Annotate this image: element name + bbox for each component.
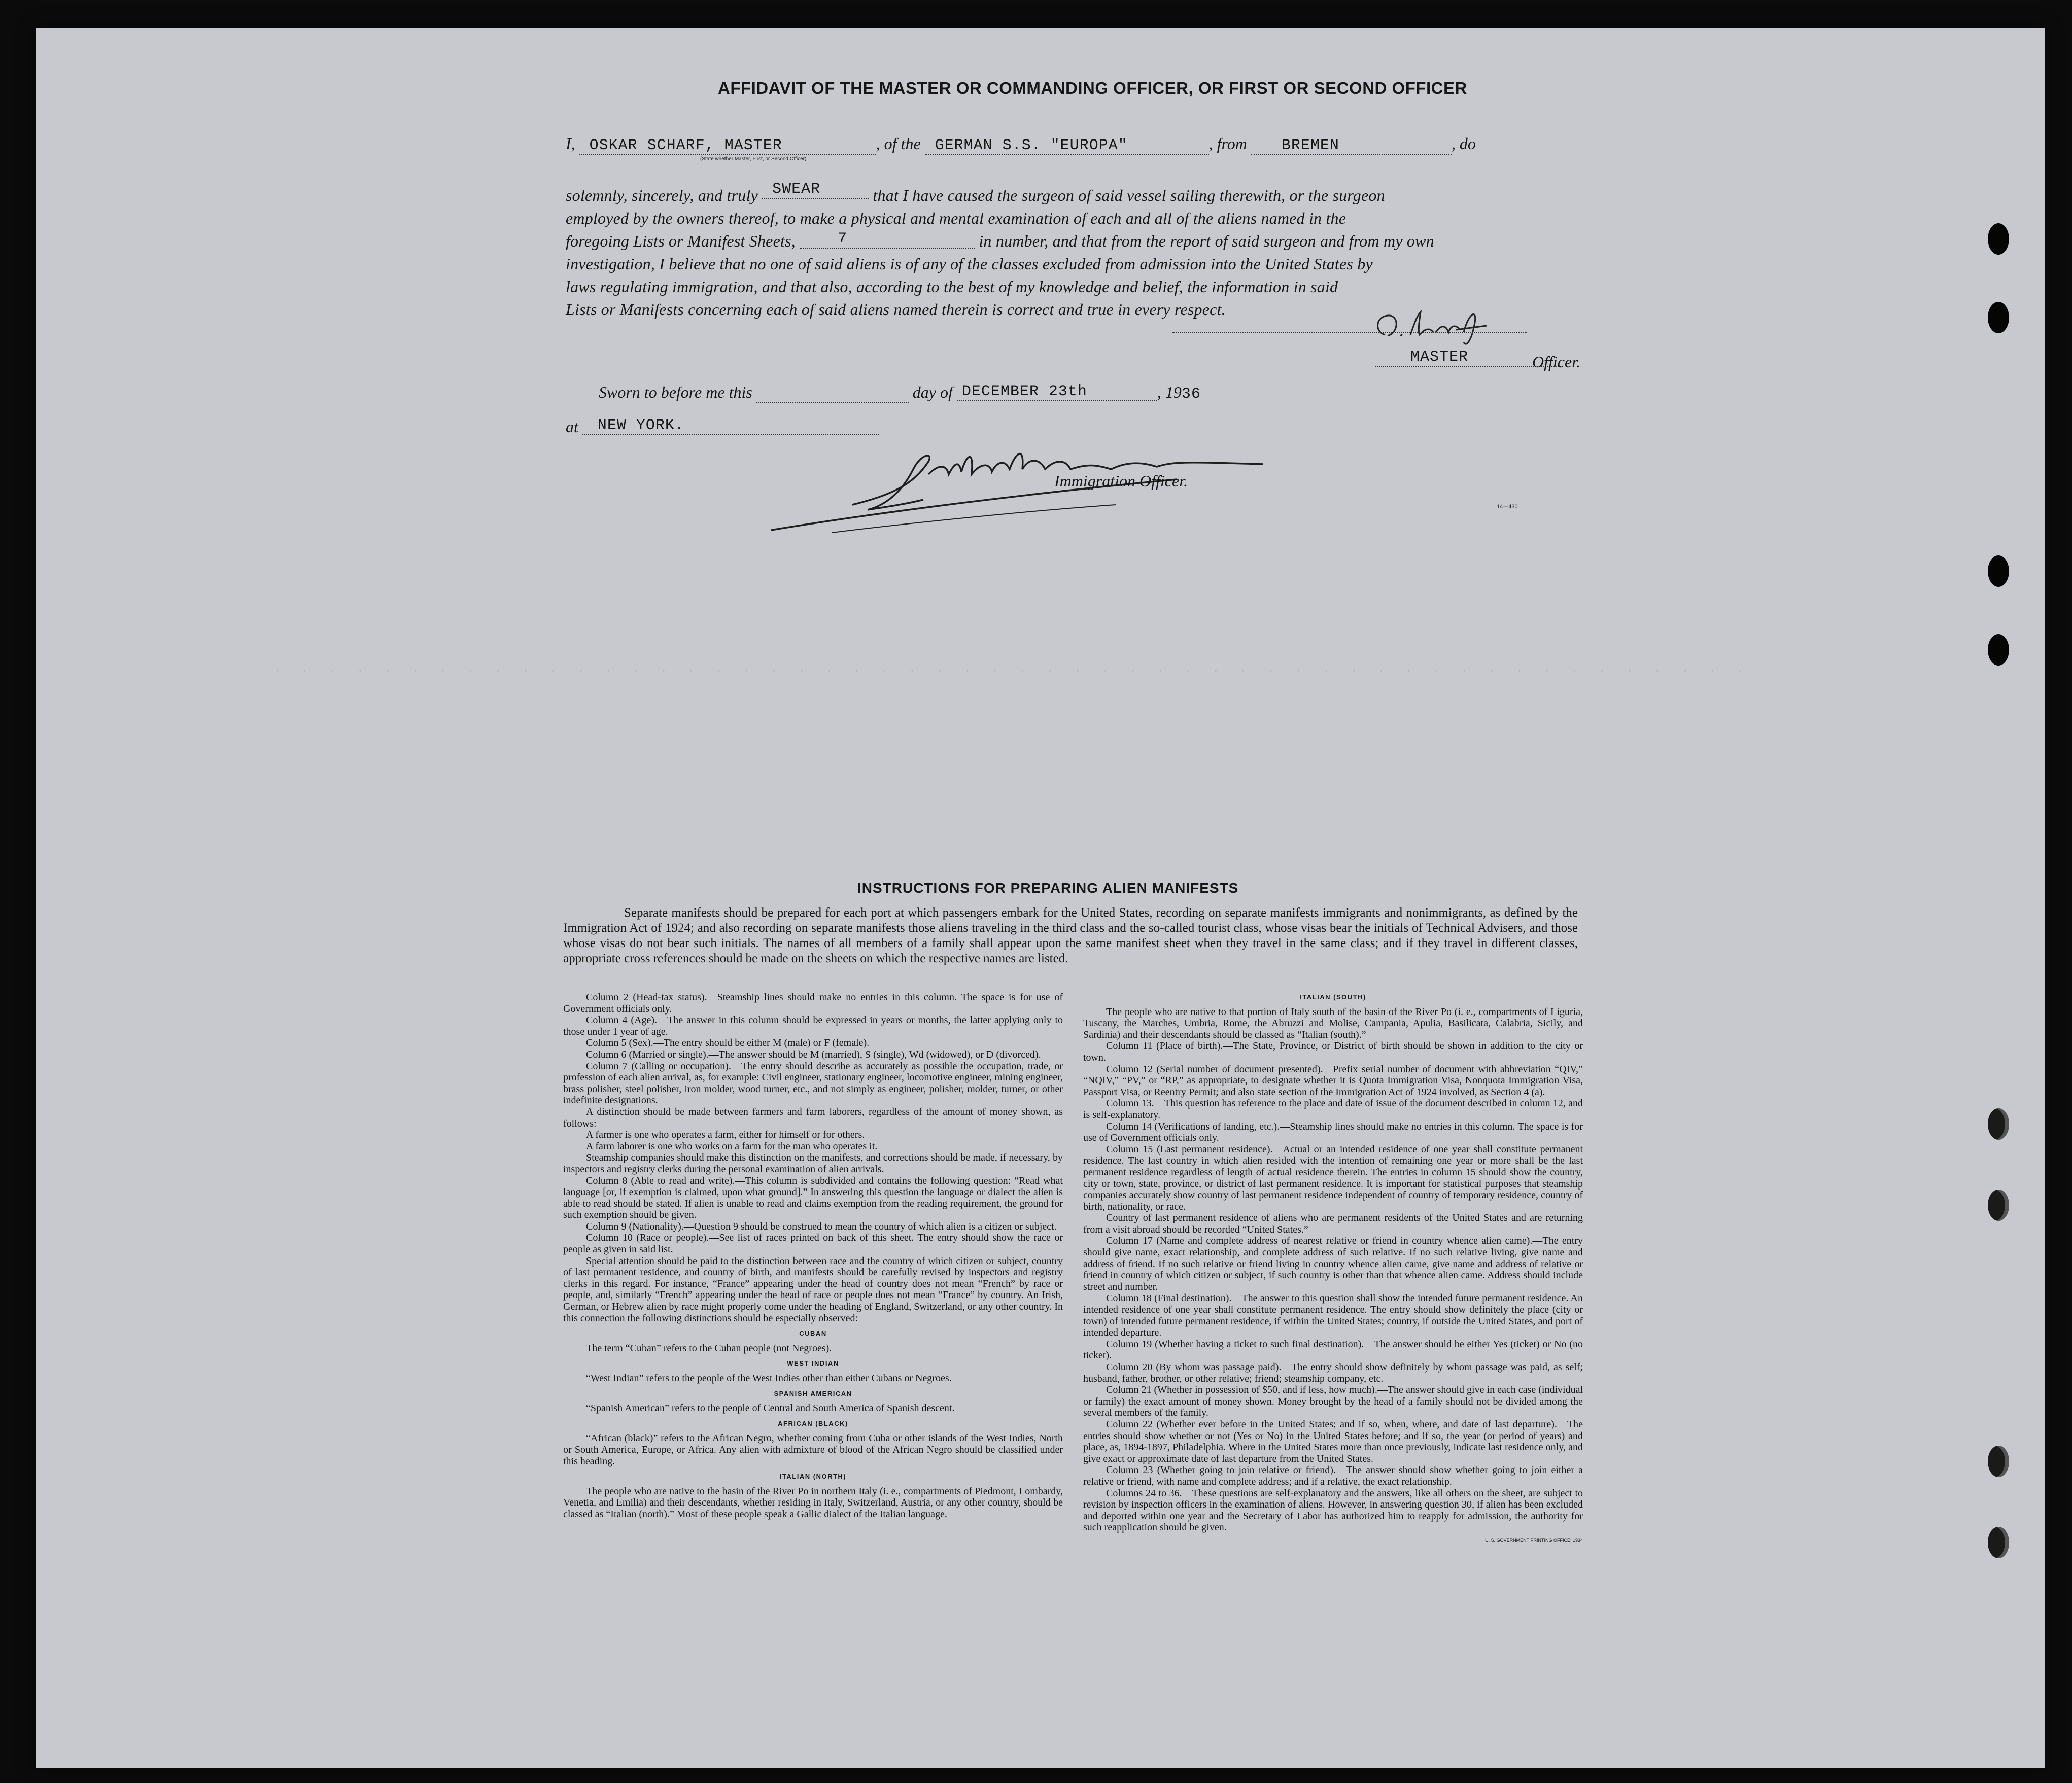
instruction-paragraph: “African (black)” refers to the African Negro, whether coming from Cuba or other islands of the West Indies, North or South America, Europe, or Africa. Any alien with admixture of blood of the African Negro should be classified under this heading. xyxy=(563,1432,1063,1467)
form-number: 14—430 xyxy=(1497,504,1518,510)
binder-hole xyxy=(1988,1190,2009,1221)
instruction-paragraph: A farm laborer is one who works on a farm for the man who operates it. xyxy=(586,1140,878,1152)
sworn-line xyxy=(599,383,1201,404)
instruction-paragraph: Column 6 (Married or single).—The answer should be M (married), S (single), Wd (widowed), or D (divorced). xyxy=(586,1048,1041,1060)
affidavit-line-2 xyxy=(566,181,1385,207)
instructions-intro: Separate manifests should be prepared for each port at which passengers embark for the United States, recording on separate manifests immigrants and nonimmigrants, as defined by the Immigration Act of 1924; and also recording on separate manifests those aliens traveling in the third class and the so-called tourist class, whose visas bear the initials of Technical Advisers, and those whose visas do not bear such initials. The names of all members of a family shall appear upon the same manifest sheet when they travel in the same class; and if they travel in different classes, appropriate cross references should be made on the sheets on which the respective names are listed. xyxy=(563,906,1578,965)
sworn-day-blank xyxy=(756,383,909,403)
sworn-date-field: DECEMBER 23th xyxy=(957,383,1157,401)
line2-text-a: solemnly, sincerely, and truly xyxy=(566,186,758,204)
section-heading: WEST INDIAN xyxy=(787,1359,839,1368)
officer-label: Officer. xyxy=(1532,353,1581,371)
instruction-paragraph: Column 8 (Able to read and write).—This column is subdivided and contains the following question: “Read what language [or, if exemption is claimed, upon what ground].” In answering this question the language or dialect the alien is able to read should be stated. If alien is unable to read and claims exemption from the reading requirement, the ground for such exemption should be given. xyxy=(563,1175,1063,1221)
instruction-paragraph: Country of last permanent residence of aliens who are permanent residents of the United States and are returning from a visit abroad should be recorded “United States.” xyxy=(1083,1212,1583,1235)
i-label: I, xyxy=(566,134,575,153)
instruction-paragraph: Column 18 (Final destination).—The answer to this question shall show the intended future permanent residence. An intended residence of one year shall constitute permanent residence. The entry should show definitely the place (city or town) of intended future permanent residence, if within the United States; country, if outside the United States, and port of intended departure. xyxy=(1083,1292,1583,1339)
at-label: at xyxy=(566,417,578,436)
instruction-paragraph: Column 4 (Age).—The answer in this column should be expressed in years or months, the latter applying only to those under 1 year of age. xyxy=(563,1015,1063,1037)
instruction-paragraph: Column 13.—This question has reference to the place and date of issue of the document described in column 12, and is self-explanatory. xyxy=(1083,1098,1583,1121)
line4-text-a: foregoing Lists or Manifest Sheets, xyxy=(566,232,796,250)
day-of-label: day of xyxy=(912,383,953,401)
affidavit-line-4 xyxy=(566,232,1434,253)
year-prefix: , 19 xyxy=(1157,383,1182,401)
binder-hole xyxy=(1988,1108,2009,1140)
instruction-paragraph: “West Indian” refers to the people of the West Indies other than either Cubans or Negroes. xyxy=(586,1373,952,1384)
instruction-paragraph: The people who are native to the basin of the River Po in northern Italy (i. e., compartments of Piedmont, Lombardy, Venetia, and Emilia) and their descendants, whether residing in Italy, Switzerland, Austria, or any other country, should be classed as “Italian (north).” Most of these people speak a Gallic dialect of the Italian language. xyxy=(563,1485,1063,1520)
instruction-paragraph: The people who are native to that portion of Italy south of the basin of the River Po (i. e., compartments of Liguria, Tuscany, the Marches, Umbria, Rome, the Abruzzi and Molise, Campania, Apulia, Basilicata, Calabria, Sicily, and Sardinia) and their descendants should be classed as “Italian (south).” xyxy=(1083,1006,1583,1040)
sheet-count-field: 7 xyxy=(800,230,975,249)
instruction-paragraph: Special attention should be paid to the distinction between race and the country of which citizen or subject, country of last permanent residence, and country of birth, and manifests should be carefully revised by inspectors and registry clerks in this regard. For instance, “France” appearing under the head of country does not mean “French” by race or people, and, similarly “French” appearing under the head of race or people does not mean “France” by country. An Irish, German, or Hebrew alien by race might properly come under the heading of England, Switzerland, or any other country. In this connection the following distinctions should be especially observed: xyxy=(563,1255,1063,1324)
from-label: , from xyxy=(1208,134,1247,153)
affidavit-line-5: investigation, I believe that no one of said aliens is of any of the classes excluded from admission into the United States by xyxy=(566,255,1373,273)
vessel-field: GERMAN S.S. "EUROPA" xyxy=(925,137,1209,155)
instruction-paragraph: Column 10 (Race or people).—See list of races printed on back of this sheet. The entry should show the race or people as given in said list. xyxy=(563,1232,1063,1255)
instruction-paragraph: Column 7 (Calling or occupation).—The entry should describe as accurately as possible the occupation, trade, or profession of each alien arrival, as, for example: Civil engineer, stationary engineer, locomotive engineer, mining engineer, brass polisher, steel polisher, iron molder, wood turner, etc., and not simply as engineer, polisher, molder, turner, or other indefinite designations. xyxy=(563,1060,1063,1106)
master-signature xyxy=(1370,304,1537,350)
binder-hole xyxy=(1988,1446,2009,1477)
immigration-officer-signature xyxy=(761,434,1279,540)
immigration-officer-label: Immigration Officer. xyxy=(1054,472,1188,490)
instruction-paragraph: Column 5 (Sex).—The entry should be either M (male) or F (female). xyxy=(586,1037,870,1049)
instruction-paragraph: Columns 24 to 36.—These questions are self-explanatory and the answers, like all others on the sheet, are subject to revision by inspection officers in the examination of aliens. However, in answering question 30, if alien has been excluded and deported within one year and the Secretary of Labor has authorized him to reapply for admission, the authority for such reapplication should be given. xyxy=(1083,1487,1583,1533)
instruction-paragraph: Column 17 (Name and complete address of nearest relative or friend in country whence alien came).—The entry should give name, exact relationship, and complete address of such relative. If no such relative living, give name and address of friend. If no such relative or friend living in country whence alien came, give name and address of relative or friend in country of which citizen or subject, if such country is other than that whence alien came. Address should include street and number. xyxy=(1083,1235,1583,1292)
printer-imprint: U. S. GOVERNMENT PRINTING OFFICE: 1934 xyxy=(1485,1537,1583,1543)
section-heading: ITALIAN (NORTH) xyxy=(779,1473,847,1481)
instructions-right-column xyxy=(1083,992,1583,1546)
affidavit-line-6: laws regulating immigration, and that also, according to the best of my knowledge and belief, the information in said xyxy=(566,277,1338,296)
line2-text-b: that I have caused the surgeon of said vessel sailing therewith, or the surgeon xyxy=(873,186,1385,204)
line4-text-b: in number, and that from the report of said surgeon and from my own xyxy=(979,232,1434,250)
instruction-paragraph: Column 12 (Serial number of document presented).—Prefix serial number of document with abbreviation “QIV,” “NQIV,” “PV,” or “RP,” as appropriate, to designate whether it is Quota Immigration Visa, Nonquota Immigration Visa, Passport Visa, or Reentry Permit; and also state section of the Immigration Act of 1924 involved, as Section 4 (a). xyxy=(1083,1063,1583,1098)
signature-line xyxy=(1172,332,1527,333)
instruction-paragraph: Steamship companies should make this distinction on the manifests, and corrections should be made, if necessary, by inspectors and registry clerks during the personal examination of alien arrivals. xyxy=(563,1152,1063,1175)
instruction-paragraph: The term “Cuban” refers to the Cuban people (not Negroes). xyxy=(586,1342,832,1354)
instruction-paragraph: Column 11 (Place of birth).—The State, Province, or District of birth should be shown in addition to the city or town. xyxy=(1083,1040,1583,1063)
instruction-paragraph: Column 22 (Whether ever before in the United States; and if so, when, where, and date of last departure).—The entries should show whether or not (Yes or No) in the United States before; and if so, the year (or period of years) and place, as, 1894-1897, Philadelphia. Where in the United States more than once previously, indicate last residence only, and give exact or approximate date of last departure from the United States. xyxy=(1083,1418,1583,1464)
instruction-paragraph: A farmer is one who operates a farm, either for himself or for others. xyxy=(586,1129,865,1141)
instruction-paragraph: Column 15 (Last permanent residence).—Actual or an intended residence of one year shall constitute permanent residence. The last country in which alien resided with the intention of remaining one year or more shall be the last permanent residence regardless of length of actual residence therein. The entries in column 15 should show the country, city or town, state, province, or district of last permanent residence. It is important for statistical purposes that steamship companies accurately show country of last permanent residence independent of country of temporary residence, country of birth, nationality, or race. xyxy=(1083,1143,1583,1212)
section-heading: ITALIAN (SOUTH) xyxy=(1300,993,1366,1001)
bleed-through-text: · · · · · · · · · · · · · · · · · · · · · · · · · · · · · · · · · · · · · · · · · · · · · · · · · · · · · · xyxy=(274,665,1751,677)
instruction-paragraph: “Spanish American” refers to the people of Central and South America of Spanish descent. xyxy=(586,1403,955,1414)
instruction-paragraph: Column 21 (Whether in possession of $50, and if less, how much).—The answer should give in each case (individual or family) the exact amount of money shown. Money brought by the head of a family should not be divided among the several members of the family. xyxy=(1083,1384,1583,1419)
instruction-paragraph: Column 9 (Nationality).—Question 9 should be construed to mean the country of which alien is a citizen or subject. xyxy=(586,1220,1057,1232)
binder-hole xyxy=(1988,223,2009,255)
section-heading: AFRICAN (BLACK) xyxy=(778,1419,848,1427)
affidavit-line-7: Lists or Manifests concerning each of said aliens named therein is correct and true in every respect. xyxy=(566,300,1226,319)
sworn-place-field: NEW YORK. xyxy=(582,417,879,435)
binder-hole xyxy=(1988,634,2009,666)
binder-hole xyxy=(1988,555,2009,587)
do-label: , do xyxy=(1451,134,1476,153)
instruction-paragraph: Column 20 (By whom was passage paid).—The entry should show definitely by whom passage was paid, as self; husband, father, brother, or other relative; friend; steamship company, etc. xyxy=(1083,1361,1583,1384)
instruction-paragraph: A distinction should be made between farmers and farm laborers, regardless of the amount of money shown, as follows: xyxy=(563,1106,1063,1129)
instruction-paragraph: Column 2 (Head-tax status).—Steamship lines should make no entries in this column. The space is for use of Government officials only. xyxy=(563,992,1063,1015)
manifest-page xyxy=(36,28,2045,1768)
binder-hole xyxy=(1988,1527,2009,1558)
affidavit-title: AFFIDAVIT OF THE MASTER OR COMMANDING OFFICER, OR FIRST OR SECOND OFFICER xyxy=(718,79,1467,97)
port-field: BREMEN xyxy=(1251,137,1452,155)
instructions-title: INSTRUCTIONS FOR PREPARING ALIEN MANIFESTS xyxy=(857,880,1239,896)
oath-field: SWEAR xyxy=(762,181,869,199)
binder-hole xyxy=(1988,302,2009,333)
sworn-label: Sworn to before me this xyxy=(599,383,752,401)
instruction-paragraph: Column 14 (Verifications of landing, etc.).—Steamship lines should make no entries in this column. The space is for use of Government officials only. xyxy=(1083,1121,1583,1144)
officer-name-field: OSKAR SCHARF, MASTER xyxy=(579,137,876,155)
signer-rank: MASTER xyxy=(1375,348,1563,367)
instruction-paragraph: Column 19 (Whether having a ticket to such final destination).—The answer should be either Yes (ticket) or No (no ticket). xyxy=(1083,1338,1583,1361)
year-suffix: 36 xyxy=(1181,386,1201,403)
instructions-left-column xyxy=(563,992,1063,1520)
of-the-label: , of the xyxy=(876,134,921,153)
affidavit-line-1 xyxy=(566,134,1476,155)
affidavit-line-3: employed by the owners thereof, to make a physical and mental examination of each and all of the aliens named in the xyxy=(566,209,1346,227)
instruction-paragraph: Column 23 (Whether going to join relative or friend).—The answer should show whether going to join either a relative or friend, with name and complete address; and if a relative, the exact relationship. xyxy=(1083,1464,1583,1487)
section-heading: CUBAN xyxy=(799,1330,827,1338)
officer-hint: (State whether Master, First, or Second Officer) xyxy=(700,156,807,162)
section-heading: SPANISH AMERICAN xyxy=(774,1389,852,1397)
